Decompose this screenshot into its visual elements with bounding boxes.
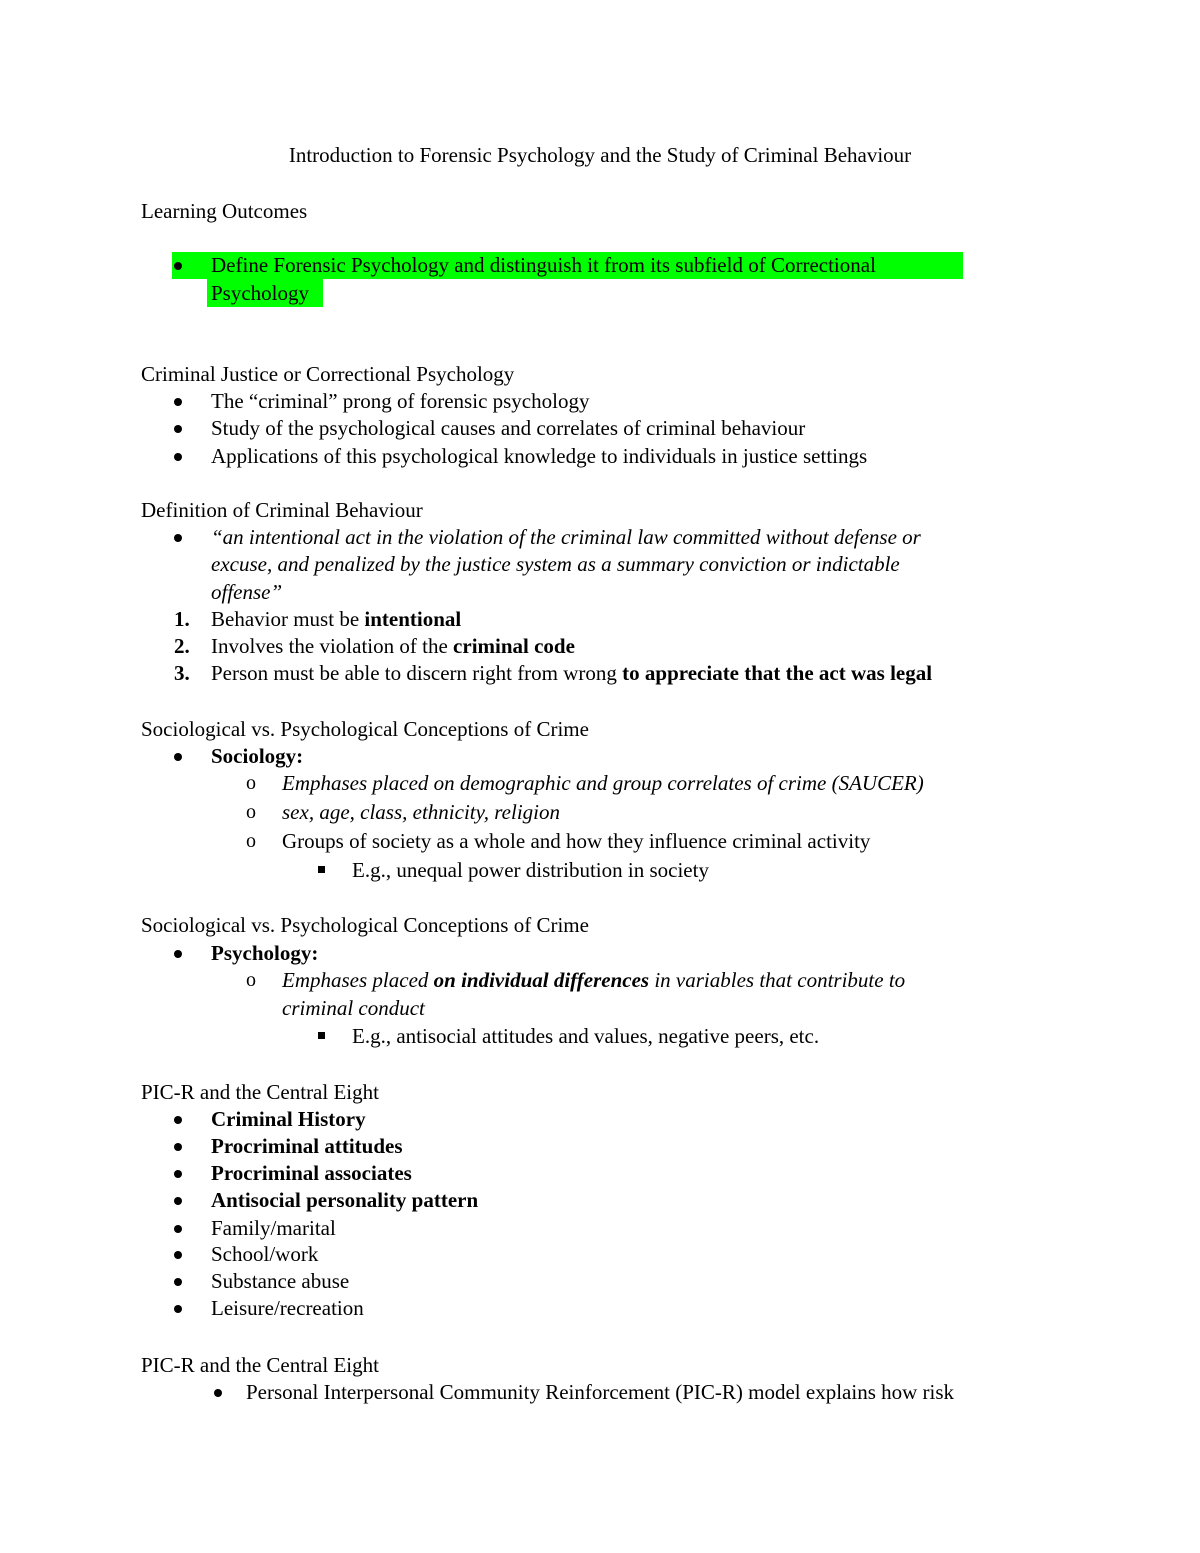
list-item: Study of the psychological causes and correlates of criminal behaviour: [211, 416, 806, 440]
sub-item: Emphases placed on individual differences in variables that contribute to: [282, 968, 906, 992]
square-bullet-icon: [318, 857, 332, 884]
list-number: 3.: [174, 661, 190, 685]
list-item: The “criminal” prong of forensic psychology: [211, 389, 590, 413]
learning-outcome-line: Psychology: [211, 281, 310, 305]
sociology-label: Sociology:: [211, 744, 304, 768]
bullet-icon: [174, 388, 188, 415]
bullet-icon: [174, 1295, 188, 1322]
bullet-icon: [174, 940, 188, 967]
bullet-icon: [174, 524, 188, 551]
circle-bullet-icon: o: [246, 830, 256, 852]
bullet-icon: [174, 415, 188, 442]
circle-bullet-icon: o: [246, 772, 256, 794]
sub-sub-item: E.g., antisocial attitudes and values, negative peers, etc.: [352, 1024, 820, 1048]
bullet-icon: [174, 252, 188, 279]
learning-outcomes-heading: Learning Outcomes: [141, 199, 308, 223]
definition-quote-line: excuse, and penalized by the justice system as a summary conviction or indictable: [211, 552, 900, 576]
sub-sub-item: E.g., unequal power distribution in society: [352, 858, 709, 882]
definition-quote-line: offense”: [211, 580, 283, 604]
list-item: Applications of this psychological knowledge to individuals in justice settings: [211, 444, 868, 468]
list-number: 1.: [174, 607, 190, 631]
section-heading: PIC-R and the Central Eight: [141, 1080, 379, 1104]
sub-item: sex, age, class, ethnicity, religion: [282, 800, 560, 824]
section-heading: PIC-R and the Central Eight: [141, 1353, 379, 1377]
bullet-icon: [174, 1268, 188, 1295]
section-heading: Definition of Criminal Behaviour: [141, 498, 423, 522]
list-item: Substance abuse: [211, 1269, 350, 1293]
list-item: Personal Interpersonal Community Reinforcement (PIC-R) model explains how risk: [246, 1380, 955, 1404]
sub-item: Groups of society as a whole and how they influence criminal activity: [282, 829, 871, 853]
bullet-icon: [214, 1379, 228, 1406]
psychology-label: Psychology:: [211, 941, 319, 965]
list-item: Family/marital: [211, 1216, 336, 1240]
sub-item-continuation: criminal conduct: [282, 996, 425, 1020]
circle-bullet-icon: o: [246, 969, 256, 991]
numbered-item: Behavior must be intentional: [211, 607, 462, 631]
numbered-item: Person must be able to discern right from wrong to appreciate that the act was legal: [211, 661, 933, 685]
list-item: Procriminal associates: [211, 1161, 412, 1185]
list-item: Leisure/recreation: [211, 1296, 364, 1320]
bullet-icon: [174, 1106, 188, 1133]
bullet-icon: [174, 743, 188, 770]
list-item: School/work: [211, 1242, 319, 1266]
list-number: 2.: [174, 634, 190, 658]
list-item: Procriminal attitudes: [211, 1134, 403, 1158]
square-bullet-icon: [318, 1023, 332, 1050]
list-item: Criminal History: [211, 1107, 366, 1131]
bullet-icon: [174, 1187, 188, 1214]
definition-quote-line: “an intentional act in the violation of the criminal law committed without defense or: [211, 525, 921, 549]
bullet-icon: [174, 1133, 188, 1160]
bullet-icon: [174, 1241, 188, 1268]
numbered-item: Involves the violation of the criminal code: [211, 634, 575, 658]
bullet-icon: [174, 443, 188, 470]
list-item: Antisocial personality pattern: [211, 1188, 479, 1212]
circle-bullet-icon: o: [246, 801, 256, 823]
section-heading: Sociological vs. Psychological Conceptions of Crime: [141, 913, 589, 937]
bullet-icon: [174, 1160, 188, 1187]
section-heading: Criminal Justice or Correctional Psychology: [141, 362, 515, 386]
document-title: Introduction to Forensic Psychology and the Study of Criminal Behaviour: [288, 143, 912, 167]
sub-item: Emphases placed on demographic and group correlates of crime (SAUCER): [282, 771, 924, 795]
learning-outcome-line: Define Forensic Psychology and distinguish it from its subfield of Correctional: [211, 253, 876, 277]
section-heading: Sociological vs. Psychological Conceptions of Crime: [141, 717, 589, 741]
bullet-icon: [174, 1215, 188, 1242]
